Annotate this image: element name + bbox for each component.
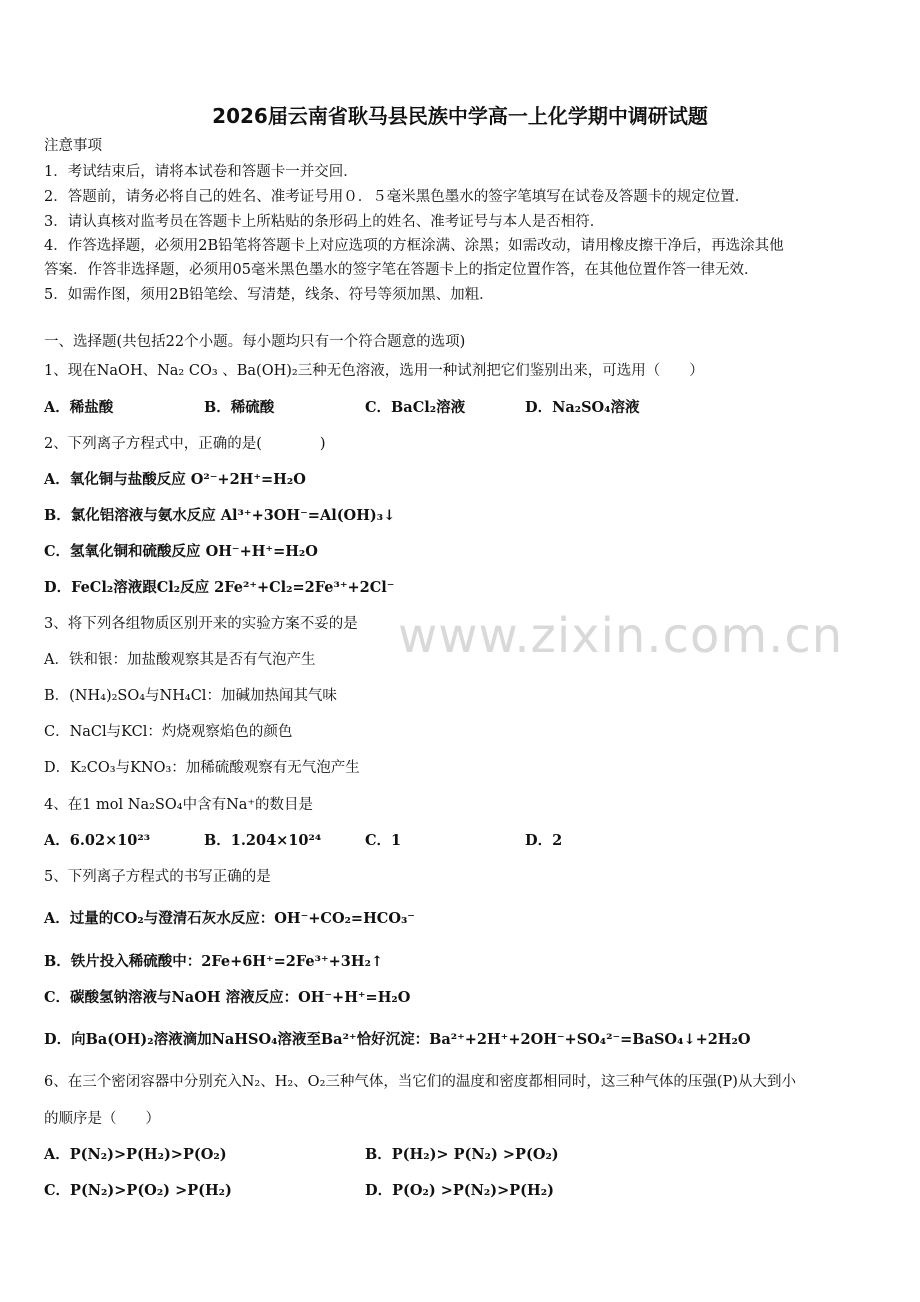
question-2-stem: 2、下列离子方程式中，正确的是( ) xyxy=(44,436,326,452)
q5-option-a: A．过量的CO₂与澄清石灰水反应：OH⁻+CO₂=HCO₃⁻ xyxy=(44,910,415,927)
notice-item: 3．请认真核对监考员在答题卡上所粘贴的条形码上的姓名、准考证号与本人是否相符． xyxy=(44,214,605,230)
notice-item: 4．作答选择题，必须用2B铅笔将答题卡上对应选项的方框涂满、涂黑；如需改动，请用橡皮擦干净后，再选涂其他 xyxy=(44,238,784,254)
q5-option-c: C．碳酸氢钠溶液与NaOH 溶液反应：OH⁻+H⁺=H₂O xyxy=(44,989,411,1006)
q1-option-c: C．BaCl₂溶液 xyxy=(365,399,466,416)
q6-option-d: D．P(O₂) >P(N₂)>P(H₂) xyxy=(365,1182,554,1199)
notice-item: 2．答题前，请务必将自己的姓名、准考证号用０．５毫米黑色墨水的签字笔填写在试卷及答题卡的规定位置． xyxy=(44,189,750,205)
q6-option-c: C．P(N₂)>P(O₂) >P(H₂) xyxy=(44,1182,232,1199)
q5-option-b: B．铁片投入稀硫酸中：2Fe+6H⁺=2Fe³⁺+3H₂↑ xyxy=(44,953,384,970)
notice-item: 5．如需作图，须用2B铅笔绘、写清楚，线条、符号等须加黑、加粗． xyxy=(44,287,494,303)
q3-option-a: A．铁和银：加盐酸观察其是否有气泡产生 xyxy=(44,652,316,668)
notice-item: 答案．作答非选择题，必须用05毫米黑色墨水的签字笔在答题卡上的指定位置作答，在其他位置作答一律无效． xyxy=(44,262,759,278)
q4-option-d: D．2 xyxy=(525,832,563,849)
q6-option-b: B．P(H₂)> P(N₂) >P(O₂) xyxy=(365,1146,559,1163)
q1-option-d: D．Na₂SO₄溶液 xyxy=(525,399,640,416)
q3-option-c: C．NaCl与KCl：灼烧观察焰色的颜色 xyxy=(44,724,293,740)
question-6-stem-continued: 的顺序是（ ） xyxy=(44,1111,160,1127)
q6-option-a: A．P(N₂)>P(H₂)>P(O₂) xyxy=(44,1146,227,1163)
notice-item: 1．考试结束后，请将本试卷和答题卡一并交回． xyxy=(44,164,358,180)
question-6-stem: 6、在三个密闭容器中分别充入N₂、H₂、O₂三种气体，当它们的温度和密度都相同时，这三种气体的压强(P)从大到小 xyxy=(44,1074,796,1090)
q3-option-d: D．K₂CO₃与KNO₃：加稀硫酸观察有无气泡产生 xyxy=(44,760,360,776)
question-3-stem: 3、将下列各组物质区别开来的实验方案不妥的是 xyxy=(44,616,358,632)
q1-option-a: A．稀盐酸 xyxy=(44,399,114,416)
q3-option-b: B．(NH₄)₂SO₄与NH₄Cl：加碱加热闻其气味 xyxy=(44,688,337,704)
section-heading: 一、选择题(共包括22个小题。每小题均只有一个符合题意的选项) xyxy=(44,334,466,350)
question-1-stem: 1、现在NaOH、Na₂ CO₃ 、Ba(OH)₂三种无色溶液，选用一种试剂把它们鉴别出来，可选用（ ） xyxy=(44,363,704,379)
q4-option-a: A．6.02×10²³ xyxy=(44,832,151,849)
q4-option-b: B．1.204×10²⁴ xyxy=(204,832,322,849)
q5-option-d: D．向Ba(OH)₂溶液滴加NaHSO₄溶液至Ba²⁺恰好沉淀：Ba²⁺+2H⁺+2OH⁻+SO₄²⁻=BaSO₄↓+2H₂O xyxy=(44,1031,751,1048)
q2-option-c: C．氢氧化铜和硫酸反应 OH⁻+H⁺=H₂O xyxy=(44,543,318,560)
q2-option-b: B．氯化铝溶液与氨水反应 Al³⁺+3OH⁻=Al(OH)₃↓ xyxy=(44,507,396,524)
q2-option-d: D．FeCl₂溶液跟Cl₂反应 2Fe²⁺+Cl₂=2Fe³⁺+2Cl⁻ xyxy=(44,579,395,596)
question-5-stem: 5、下列离子方程式的书写正确的是 xyxy=(44,869,271,885)
watermark: www.zixin.com.cn xyxy=(398,608,844,664)
page-title: 2026届云南省耿马县民族中学高一上化学期中调研试题 xyxy=(212,104,708,128)
q4-option-c: C．1 xyxy=(365,832,402,849)
notice-heading: 注意事项 xyxy=(44,138,102,154)
q2-option-a: A．氧化铜与盐酸反应 O²⁻+2H⁺=H₂O xyxy=(44,471,306,488)
q1-option-b: B．稀硫酸 xyxy=(204,399,275,416)
question-4-stem: 4、在1 mol Na₂SO₄中含有Na⁺的数目是 xyxy=(44,797,314,813)
